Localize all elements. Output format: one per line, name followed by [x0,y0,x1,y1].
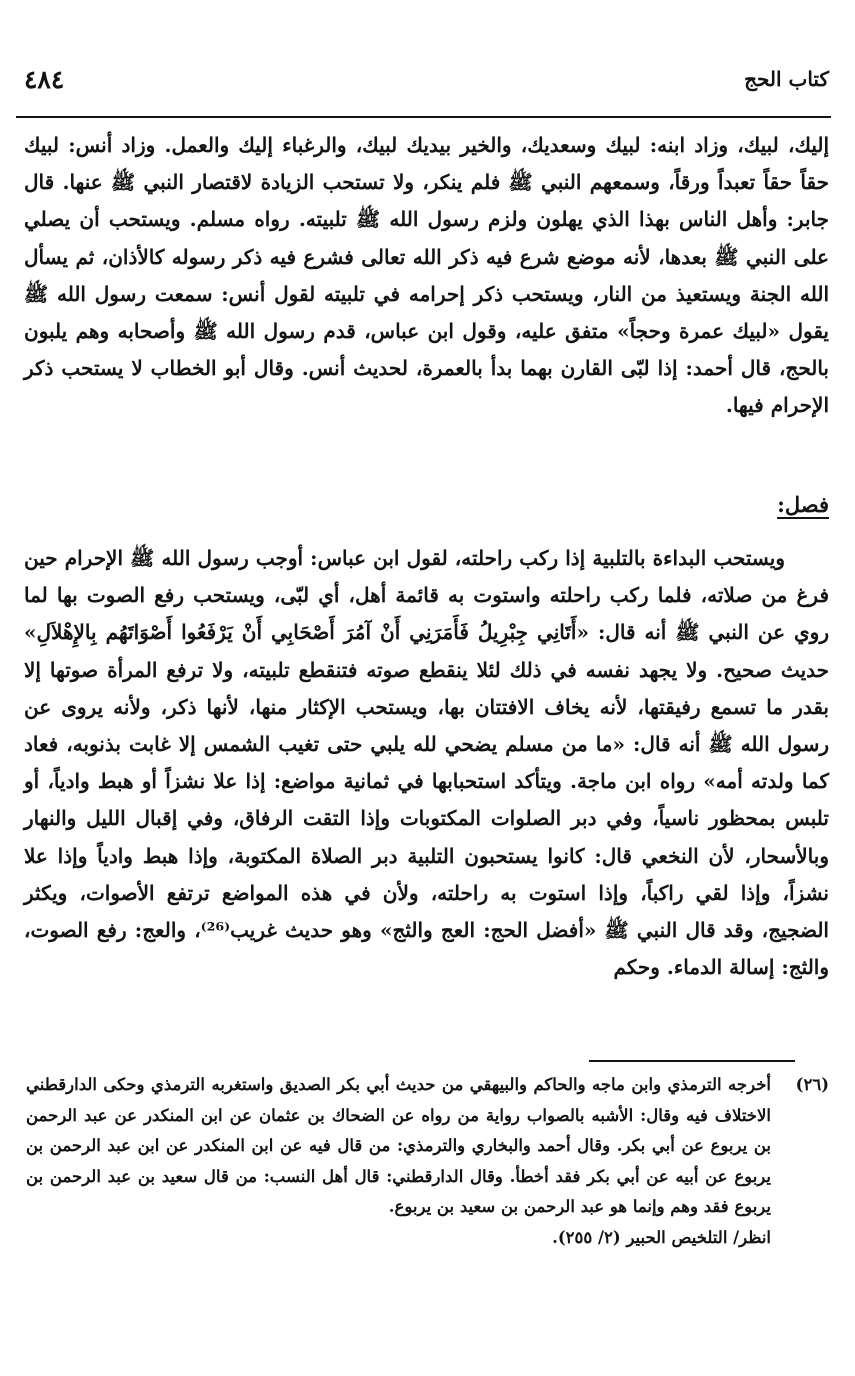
page-header [24,62,829,96]
footnote-divider [589,1060,795,1062]
book-title: كتاب الحج [744,67,829,91]
continuation-paragraph: إليك، لبيك، وزاد ابنه: لبيك وسعديك، والخير بيديك لبيك، والرغباء إليك والعمل. وزاد أنس: لبيك حقاً حقاً تعبداً ورقاً، وسمعهم النبي ﷺ فلم ينكر، ولا تستحب الزيادة لاقتصار النبي ﷺ عنها. قال جابر: وأهل الناس بهذا الذي يهلون ولزم رسول الله ﷺ تلبيته. رواه مسلم. ويستحب أن يصلي على النبي ﷺ بعدها، لأنه موضع شرع فيه ذكر الله تعالى فشرع فيه ذكر رسوله كالأذان، ثم يسأل الله الجنة ويستعيذ من النار، ويستحب ذكر إحرامه في تلبيته لقول أنس: سمعت رسول الله ﷺ يقول «لبيك عمرة وحجاً» متفق عليه، وقول ابن عباس، قدم رسول الله ﷺ وأصحابه وهم يلبون بالحج، قال أحمد: إذا لبّى القارن بهما بدأ بالعمرة، لحديث أنس. وقال أبو الخطاب لا يستحب ذكر الإحرام فيها. [24,133,829,418]
footnote-source: انظر/ التلخيص الحبير (٢/ ٢٥٥). [552,1227,771,1247]
section-heading: فصل: [777,492,829,517]
footnote-text: أخرجه الترمذي وابن ماجه والحاكم والبيهقي من حديث أبي بكر الصديق واستغربه الترمذي وحكى الدارقطني الاختلاف فيه وقال: الأشبه بالصواب رواية من رواه عن الضحاك بن عثمان عن ابن المنكدر عن عبد الرحمن بن يربوع عن أبي بكر. وقال أحمد والبخاري والترمذي: من قال فيه عن ابن المنكدر عن ابن عبد الرحمن بن يربوع عن أبيه عن أبي بكر فقد أخطأ. وقال الدارقطني: قال أهل النسب: من قال سعيد بن عبد الرحمن بن يربوع فقد وهم وإنما هو عبد الرحمن بن سعيد بن يربوع. [26,1075,771,1217]
header-divider [16,116,831,118]
footnotes [26,1070,829,1254]
page-number: ٤٨٤ [24,64,65,94]
section-paragraph: ويستحب البداءة بالتلبية إذا ركب راحلته، لقول ابن عباس: أوجب رسول الله ﷺ الإحرام حين فرغ من صلاته، فلما ركب راحلته واستوت به قائمة أهل، أي لبّى، ويستحب رفع الصوت بها لما روي عن النبي ﷺ أنه قال: «أَتَانِي جِبْرِيلُ فَأَمَرَنِي أَنْ آمُرَ أَصْحَابِي أَنْ يَرْفَعُوا أَصْوَاتَهُم بِالإِهْلاَلِ» حديث صحيح. ولا يجهد نفسه في ذلك لئلا ينقطع صوته فتنقطع تلبيته، ولا ترفع المرأة صوتها إلا بقدر ما تسمع رفيقتها، لأنه يخاف الافتتان بها، ويستحب الإكثار منها، لأنها ذكر، ولأنه يروى عن رسول الله ﷺ أنه قال: «ما من مسلم يضحي لله يلبي حتى تغيب الشمس إلا غابت بذنوبه، فعاد كما ولدته أمه» رواه ابن ماجة. ويتأكد استحبابها في ثمانية مواضع: إذا علا نشزاً أو هبط وادياً، أو تلبس بمحظور ناسياً، وفي دبر الصلوات المكتوبات وإذا التقت الرفاق، وفي إقبال الليل والنهار وبالأسحار، لأن النخعي قال: كانوا يستحبون التلبية دبر الصلاة المكتوبة، وإذا هبط وادياً وإذا علا نشزاً، وإذا لقي راكباً، وإذا استوت به راحلته، ولأن في هذه المواضع ترتفع الأصوات، ويكثر الضجيج، وقد قال النبي ﷺ «أفضل الحج: العج والثج» وهو حديث غريب⁽²⁶⁾، والعج: رفع الصوت، والثج: إسالة الدماء. وحكم [24,546,830,980]
footnote-number: (٢٦) [795,1075,829,1094]
footnote-26 [26,1070,829,1223]
